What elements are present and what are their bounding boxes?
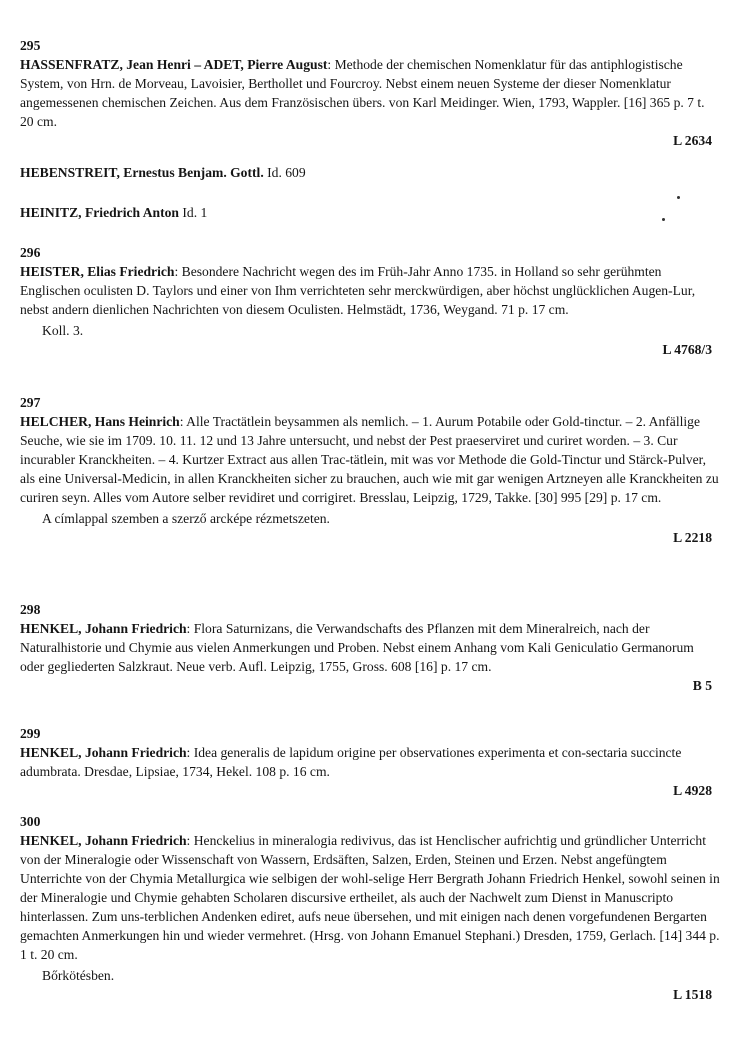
shelf-mark: L 2218 <box>673 530 712 545</box>
entry-number: 296 <box>20 245 41 260</box>
entry-author: HELCHER, Hans Heinrich <box>20 414 180 429</box>
shelf-mark: B 5 <box>692 678 712 693</box>
entry-text <box>20 412 720 507</box>
cross-reference-heinitz <box>20 203 720 222</box>
cross-reference-hebenstreit <box>20 163 720 182</box>
entry-note: Bőrkötésben. <box>42 968 115 983</box>
entry-description: : Methode der chemischen Nomenklatur für das antiphlogistische System, von Hrn. de Morveau, Lavoisier, Berthollet und Fourcroy. Nebst einem neuen Systeme der dieser Nomenklatur angemessenen chemischen Zeichen. Aus dem Französischen übers. von Karl Meidinger. Wien, 1793, Wappler. [16] 365 p. 7 t. 20 cm. <box>20 57 705 129</box>
shelf-mark: L 4768/3 <box>662 342 712 357</box>
entry-description: : Besondere Nachricht wegen des im Früh-Jahr Anno 1735. in Holland so sehr gerühmten Englischen oculisten D. Taylors und einer von Ihm verrichteten sehr merckwürdigen, aber höchst unglücklichen Augen-Lur, nebst andern dienlichen Nachrichten von diesem Oculisten. Helmstädt, 1736, Weygand. 71 p. 17 cm. <box>20 264 696 317</box>
entry-number: 299 <box>20 726 41 741</box>
entry-note: Koll. 3. <box>42 323 84 338</box>
entry-author: HEISTER, Elias Friedrich <box>20 264 175 279</box>
xref-author: HEBENSTREIT, Ernestus Benjam. Gottl. <box>20 165 264 180</box>
catalog-entry-300 <box>20 812 720 1004</box>
xref-target: Id. 1 <box>179 205 208 220</box>
entry-text <box>20 743 720 781</box>
catalog-entry-296 <box>20 243 720 359</box>
entry-author: HENKEL, Johann Friedrich <box>20 745 187 760</box>
entry-text <box>20 55 720 131</box>
shelf-mark: L 1518 <box>673 987 712 1002</box>
xref-target: Id. 609 <box>263 165 306 180</box>
xref-author: HEINITZ, Friedrich Anton <box>20 205 179 220</box>
catalog-entry-295 <box>20 36 720 150</box>
entry-description: : Flora Saturnizans, die Verwandschafts des Pflanzen mit dem Mineralreich, nach der Naturalhistorie und Chymie aus vielen Anmerkungen und Proben. Nebst einem Anhang vom Kali Geniculatio Germanorum oder gegliederten Salzkraut. Neue verb. Aufl. Leipzig, 1755, Gross. 608 [16] p. 17 cm. <box>20 621 694 674</box>
entry-description: : Alle Tractätlein beysammen als nemlich. – 1. Aurum Potabile oder Gold-tinctur. – 2. Anfällige Seuche, wie sie im 1709. 10. 11. 12 und 13 Jahre untersucht, und nebst der Pest praeserviret und curiret worden. – 3. Cur incurabler Kranckheiten. – 4. Kurtzer Extract aus allen Trac-tätlein, mit was vor Methode die Gold-Tinctur und Stärck-Pulver, als eine Universal-Medicin, in allen Kranckheiten sicher zu brauchen, auch wie mit gar wenigen Artzneyen alle Kranckheiten zu curiren seyn. Alles vom Autore selber revidiret und corrigiret. Bresslau, Leipzig, 1729, Takke. [30] 995 [29] p. 17 cm. <box>20 414 719 505</box>
entry-text <box>20 262 720 319</box>
entry-number: 300 <box>20 814 41 829</box>
entry-number: 297 <box>20 395 41 410</box>
entry-note: A címlappal szemben a szerző arcképe rézmetszeten. <box>42 511 330 526</box>
shelf-mark: L 2634 <box>673 133 712 148</box>
catalog-entry-299 <box>20 724 720 800</box>
entry-text <box>20 619 720 676</box>
shelf-mark: L 4928 <box>673 783 712 798</box>
entry-description: : Idea generalis de lapidum origine per observationes experimenta et con-sectaria succincte adumbrata. Dresdae, Lipsiae, 1734, Hekel. 108 p. 16 cm. <box>20 745 682 779</box>
entry-author: HENKEL, Johann Friedrich <box>20 833 187 848</box>
entry-number: 298 <box>20 602 41 617</box>
entry-author: HASSENFRATZ, Jean Henri – ADET, Pierre August <box>20 57 328 72</box>
scan-speck <box>677 196 680 199</box>
catalog-entry-298 <box>20 600 720 695</box>
catalog-entry-297 <box>20 393 720 547</box>
entry-author: HENKEL, Johann Friedrich <box>20 621 187 636</box>
scan-speck <box>662 218 665 221</box>
entry-number: 295 <box>20 38 41 53</box>
entry-text <box>20 831 720 964</box>
entry-description: : Henckelius in mineralogia redivivus, das ist Henclischer aufrichtig und gründlicher Unterricht von der Mineralogie oder Wissenschaft von Wassern, Erdsäften, Salzen, Erden, Steinen und Erzen. Nebst angefüngtem Unterrichte von der Chymia Metallurgica wie selbigen der wohl-selige Herr Bergrath Johann Friedrich Henkel, sowohl seinen in der Mineralogie und Chymie gehabten Scholaren discursive ertheilet, als auch der Nachwelt zum Dienst in Manuscripto hinterlassen. Zum uns-terblichen Andenken ediret, aufs neue übersehen, und mit einigen nach denen vorgefundenen Bergarten gemachten Anmerkungen hin und wieder vermehret. (Hrsg. von Johann Emanuel Stephani.) Dresden, 1759, Gerlach. [14] 344 p. 1 t. 20 cm. <box>20 833 720 962</box>
